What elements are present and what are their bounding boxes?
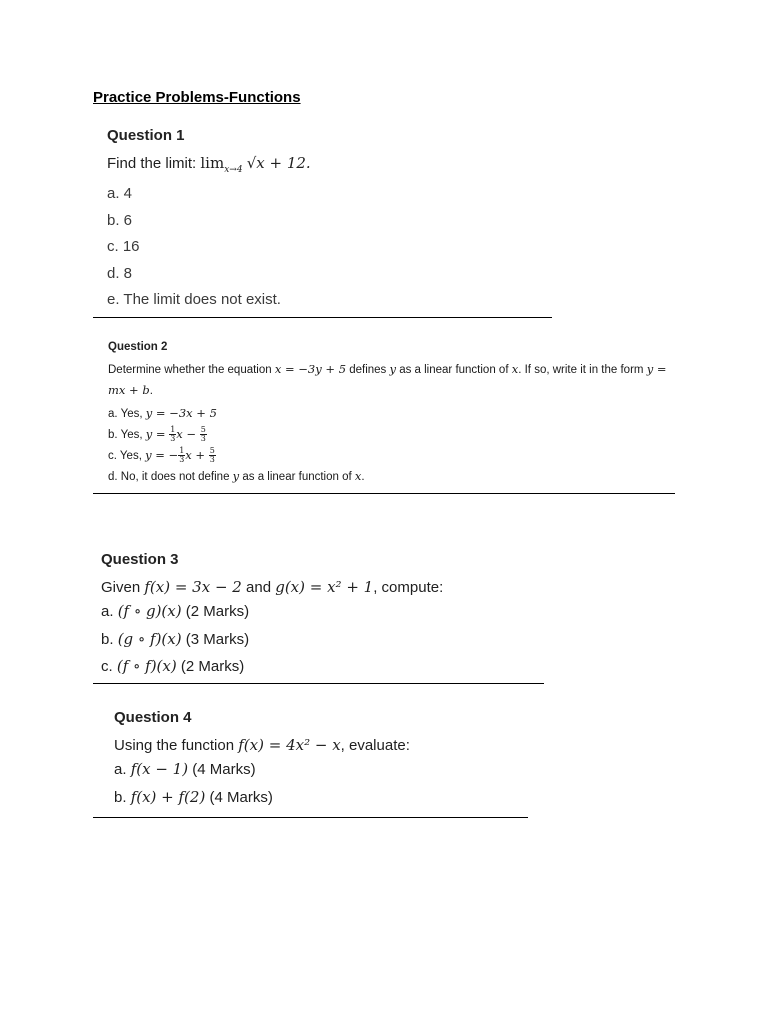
numerator: 1 [170,425,176,435]
option-a: a. 4 [107,185,133,202]
stem-part: Using the function [114,737,239,754]
denominator: 3 [170,434,176,444]
divider-3 [93,683,544,684]
divider-4 [93,817,528,818]
function-f: f(x) = 3x − 2 [144,578,242,596]
question-1-heading: Question 1 [107,127,185,144]
option-math: (f ∘ f)(x) [116,657,177,675]
option-math: x + [185,448,209,462]
question-1-options [107,181,311,314]
stem-part: . If so, write it in the form [518,364,647,376]
option-d: d. 8 [107,264,133,282]
option-text: . [361,471,365,483]
option-math: y = − [145,448,179,462]
option-label: d. No, it does not define [108,471,233,483]
limit-expression: √x + 12. [246,154,311,172]
question-3-heading: Question 3 [101,551,179,568]
option-c [108,445,668,466]
divider-1 [93,317,552,318]
numerator: 5 [209,446,215,456]
option-label: b. [114,788,131,806]
stem-part: as a linear function of [396,364,512,376]
question-2-options [108,403,668,487]
limit-symbol: lim [200,154,225,172]
option-math: y = −3x + 5 [145,406,217,420]
stem-part: defines [346,364,390,376]
option-label: b. [101,630,118,648]
option-b [101,626,443,654]
option-marks: (4 Marks) [188,761,256,778]
option-a [108,403,668,424]
numerator: 5 [200,425,206,435]
stem-text: Find the limit: [107,155,197,172]
question-3-options [101,598,443,681]
variable-x: x [354,469,362,483]
question-4-stem [114,735,410,756]
variable-y: y [389,362,396,376]
question-4 [114,708,410,811]
option-math: x − [176,427,200,441]
stem-part: , evaluate: [340,737,410,754]
option-math: (g ∘ f)(x) [117,629,182,648]
divider-2 [93,493,675,494]
option-math: y = [145,427,170,441]
slope-intercept-form: y = mx + b [108,362,667,397]
option-b [108,424,668,445]
stem-part: , compute: [373,579,444,596]
option-math: f(x − 1) [130,760,189,778]
option-c [101,653,443,681]
question-4-heading: Question 4 [114,709,192,726]
numerator: 1 [179,446,185,456]
option-marks: (4 Marks) [205,788,273,806]
function-f: f(x) = 4x² − x [238,736,341,754]
option-marks: (2 Marks) [176,658,245,675]
question-3 [101,550,443,681]
option-c: c. 16 [107,238,140,255]
question-3-stem [101,577,443,598]
option-math: (f ∘ g)(x) [117,602,182,620]
option-b: b. 6 [107,211,133,229]
option-a [114,756,410,784]
denominator: 3 [209,455,215,465]
denominator: 3 [179,455,185,465]
stem-part: Given [101,579,145,596]
stem-part: and [241,579,276,596]
fraction [209,447,216,464]
equation: x = −3y + 5 [274,362,347,376]
option-b [114,784,410,812]
limit-subscript: x→4 [224,165,243,175]
question-2-heading: Question 2 [108,341,168,353]
question-2 [108,339,668,487]
option-e: e. The limit does not exist. [107,291,281,308]
option-a [101,598,443,626]
option-d [108,466,668,487]
question-1-stem [107,153,311,180]
option-label: b. Yes, [108,429,146,441]
option-label: a. [101,603,118,620]
question-2-stem [108,359,668,401]
page-title: Practice Problems-Functions [93,89,301,106]
fraction [200,426,207,443]
stem-part: . [149,385,153,397]
option-label: a. [114,761,131,778]
stem-part: Determine whether the equation [108,364,275,376]
option-label: a. Yes, [108,408,146,420]
option-math: f(x) + f(2) [130,787,206,806]
variable-y: y [232,469,240,483]
option-label: c. Yes, [108,450,146,462]
question-1 [107,126,311,314]
denominator: 3 [200,434,206,444]
option-marks: (2 Marks) [181,603,250,620]
function-g: g(x) = x² + 1 [275,578,374,596]
option-text: as a linear function of [239,471,355,483]
option-marks: (3 Marks) [181,630,250,648]
question-4-options [114,756,410,811]
variable-x: x [511,362,519,376]
option-label: c. [101,658,117,675]
